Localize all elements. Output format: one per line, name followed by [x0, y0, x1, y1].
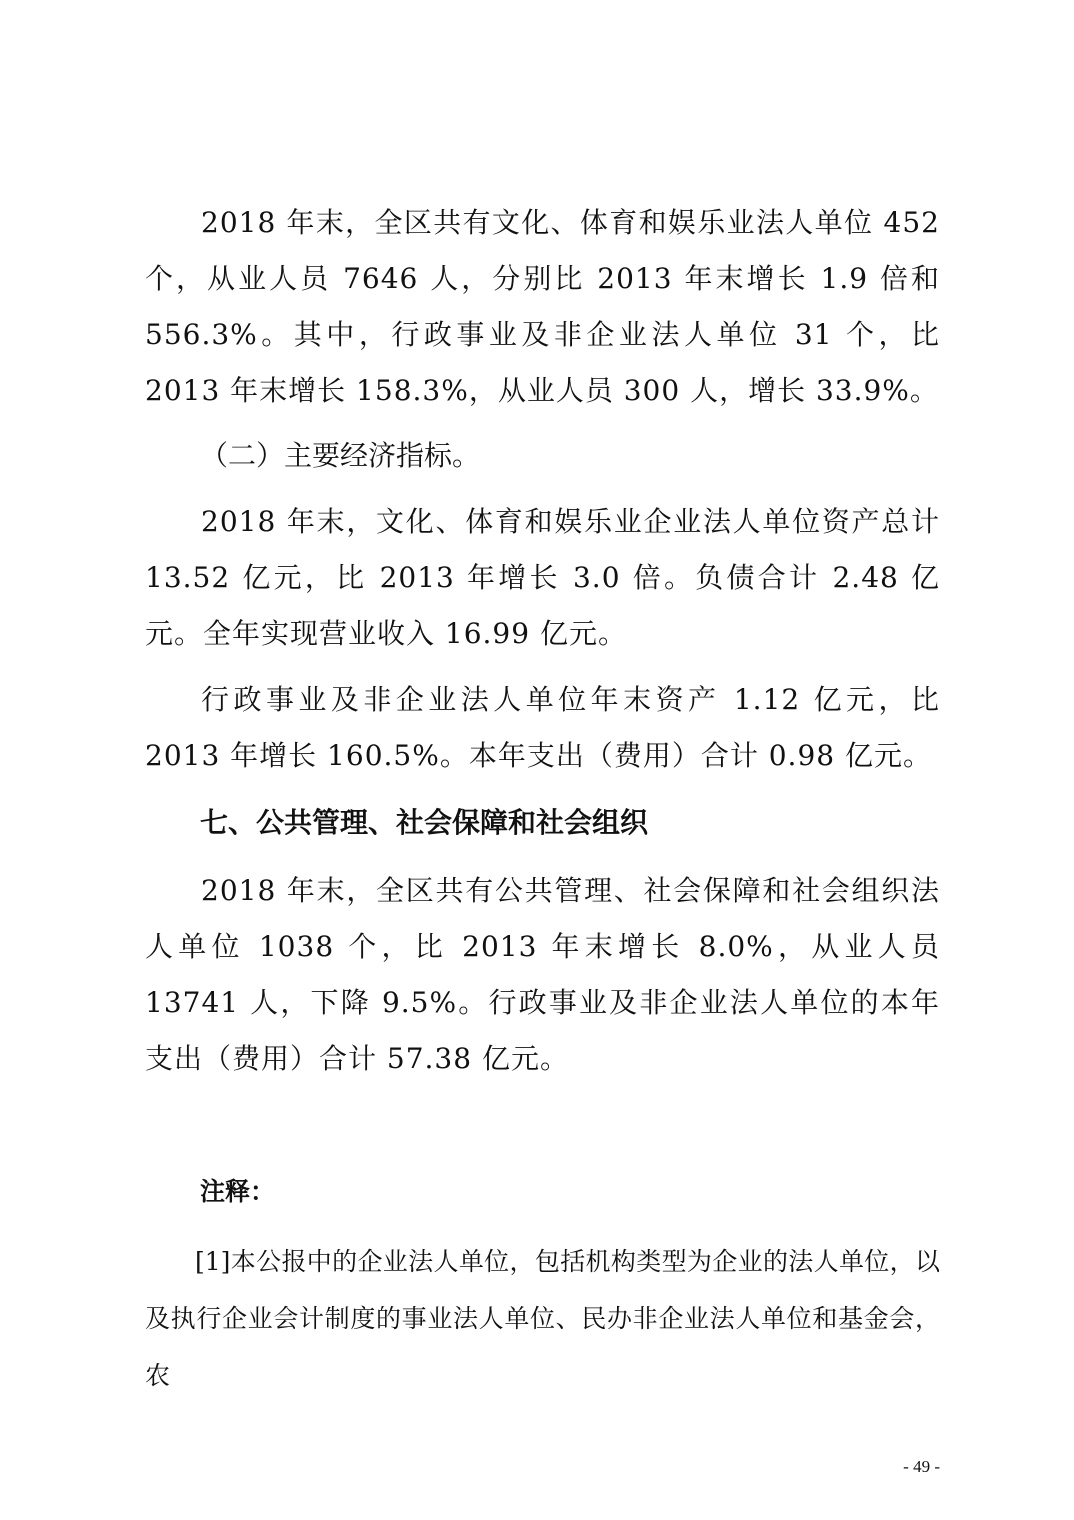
paragraph-culture-sports-units: 2018 年末，全区共有文化、体育和娱乐业法人单位 452 个，从业人员 7646 人，分别比 2013 年末增长 1.9 倍和 556.3%。其中，行政事业及非企业法人单位 31 个，比 2013 年末增长 158.3%，从业人员 300 人，增长 33.9%。: [145, 206, 940, 407]
section-heading-public-management: 七、公共管理、社会保障和社会组织: [200, 806, 649, 839]
note-1: [1]本公报中的企业法人单位，包括机构类型为企业的法人单位，以及执行企业会计制度的事业法人单位、民办非企业法人单位和基金会，农: [145, 1247, 940, 1390]
paragraph-public-management-units: 2018 年末，全区共有公共管理、社会保障和社会组织法人单位 1038 个，比 2013 年末增长 8.0%，从业人员 13741 人，下降 9.5%。行政事业及非企业法人单位的本年支出（费用）合计 57.38 亿元。: [145, 874, 940, 1075]
page-number: - 49 -: [903, 1457, 940, 1476]
paragraph-enterprise-assets: 2018 年末，文化、体育和娱乐业企业法人单位资产总计 13.52 亿元，比 2013 年增长 3.0 倍。负债合计 2.48 亿元。全年实现营业收入 16.99 亿元。: [145, 505, 940, 650]
notes-title: 注释：: [200, 1177, 276, 1206]
paragraph-nonenterprise-assets: 行政事业及非企业法人单位年末资产 1.12 亿元，比 2013 年增长 160.5%。本年支出（费用）合计 0.98 亿元。: [145, 683, 940, 772]
subheading-main-economic-indicators: （二）主要经济指标。: [200, 439, 481, 472]
